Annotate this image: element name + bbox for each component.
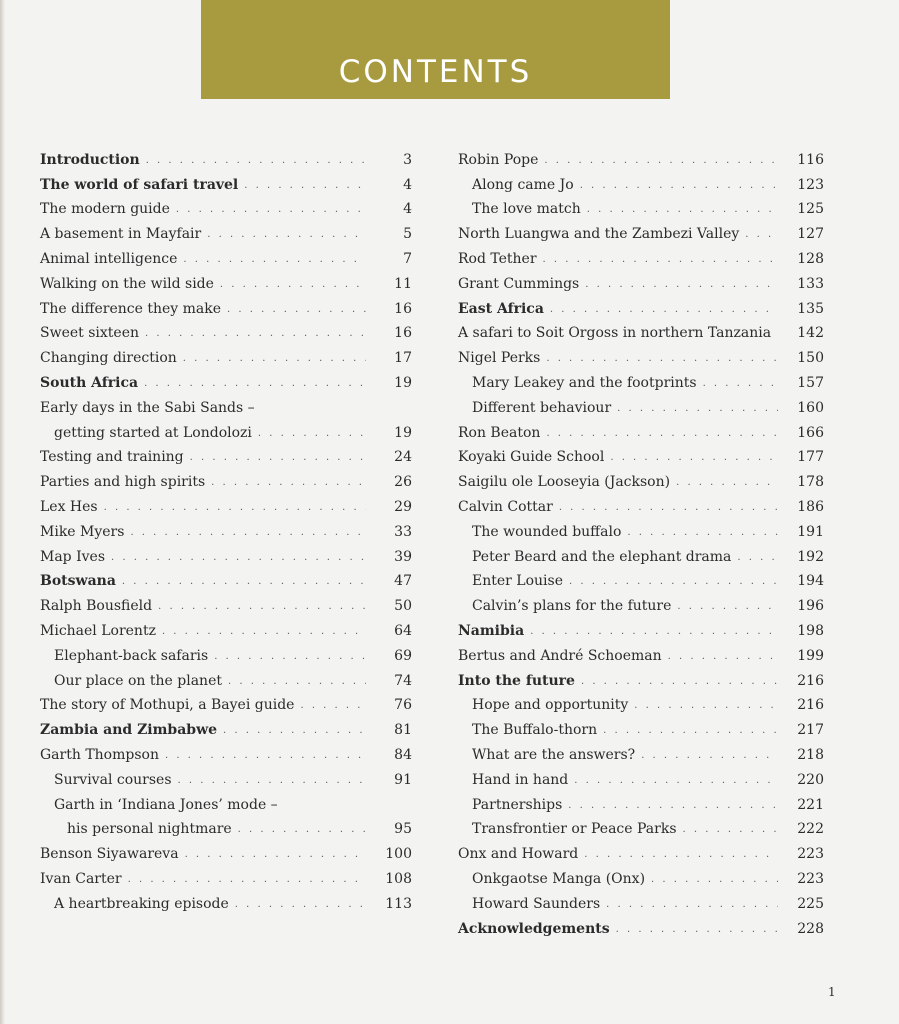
toc-entry-page: 17 (394, 350, 412, 367)
toc-entry (458, 789, 824, 814)
toc-entry (40, 516, 412, 541)
toc-entry-page: 76 (394, 697, 412, 714)
toc-entry (40, 318, 412, 343)
toc-entry-page: 217 (797, 722, 824, 739)
toc-entry-title: Garth in ‘Indiana Jones’ mode – (54, 796, 278, 813)
dot-leader (207, 230, 366, 240)
toc-entry-title: Sweet sixteen (40, 325, 139, 342)
toc-entry-title: The world of safari travel (40, 176, 239, 193)
toc-entry (40, 665, 412, 690)
toc-entry (40, 590, 412, 615)
toc-entry-title: Calvin Cottar (458, 498, 553, 515)
toc-entry (40, 690, 412, 715)
toc-entry-title: Testing and training (40, 449, 184, 466)
dot-leader (580, 181, 778, 191)
toc-entry-page: 108 (385, 870, 412, 887)
dot-leader (651, 875, 778, 885)
toc-entry-title: Namibia (458, 622, 525, 639)
dot-leader (130, 528, 366, 538)
toc-entry-page: 157 (797, 374, 824, 391)
dot-leader (165, 751, 366, 761)
toc-entry (40, 739, 412, 764)
toc-entry (40, 640, 412, 665)
dot-leader (122, 577, 366, 587)
dot-leader (585, 280, 778, 290)
toc-entry (458, 590, 824, 615)
toc-entry-title: Walking on the wild side (40, 275, 214, 292)
toc-entry-title: Bertus and André Schoeman (458, 647, 662, 664)
toc-entry-page: 222 (797, 821, 824, 838)
toc-entry (458, 690, 824, 715)
dot-leader (162, 627, 366, 637)
toc-entry-page: 196 (797, 598, 824, 615)
toc-entry-title-continued: his personal nightmare (67, 821, 232, 838)
toc-entry-page: 223 (797, 870, 824, 887)
dot-leader (228, 677, 366, 687)
toc-entry (458, 913, 824, 938)
toc-entry-page: 220 (797, 771, 824, 788)
toc-entry-page: 7 (403, 250, 412, 267)
toc-entry-title-continued: getting started at Londolozi (54, 424, 252, 441)
toc-entry-page: 24 (394, 449, 412, 466)
toc-entry (40, 194, 412, 219)
dot-leader (546, 429, 778, 439)
toc-entry-title: A basement in Mayfair (40, 226, 202, 243)
toc-entry-page: 133 (797, 275, 824, 292)
header-banner (201, 0, 670, 99)
toc-entry-title: Onx and Howard (458, 846, 579, 863)
toc-entry-title: A safari to Soit Orgoss in northern Tanzania (458, 325, 772, 342)
toc-entry-page: 228 (797, 920, 824, 937)
toc-entry (458, 516, 824, 541)
toc-entry-page: 26 (394, 474, 412, 491)
toc-entry-page: 19 (394, 424, 412, 441)
toc-entry (40, 392, 412, 442)
toc-entry-title: Mary Leakey and the footprints (472, 374, 697, 391)
page-edge (0, 0, 5, 1024)
page-folio: 1 (828, 985, 836, 999)
toc-entry (40, 838, 412, 863)
toc-entry (40, 615, 412, 640)
toc-entry-title: Howard Saunders (472, 895, 601, 912)
toc-entry-title: Peter Beard and the elephant drama (472, 548, 732, 565)
toc-entry-title: Ron Beaton (458, 424, 541, 441)
toc-entry-title: Robin Pope (458, 151, 539, 168)
dot-leader (668, 652, 778, 662)
dot-leader (238, 825, 366, 835)
dot-leader (627, 528, 778, 538)
dot-leader (544, 156, 778, 166)
toc-entry-title: Parties and high spirits (40, 474, 206, 491)
toc-entry-page: 3 (403, 151, 412, 168)
toc-entry-title: Transfrontier or Peace Parks (472, 821, 677, 838)
dot-leader (677, 602, 778, 612)
toc-entry-title: South Africa (40, 374, 139, 391)
toc-entry (40, 293, 412, 318)
dot-leader (211, 478, 366, 488)
toc-entry-page: 198 (797, 622, 824, 639)
dot-leader (145, 329, 366, 339)
page-title: CONTENTS (338, 54, 533, 90)
dot-leader (574, 776, 778, 786)
dot-leader (183, 255, 366, 265)
toc-entry-page: 47 (394, 573, 412, 590)
toc-entry (458, 739, 824, 764)
dot-leader (584, 850, 778, 860)
toc-entry (40, 466, 412, 491)
toc-entry (40, 268, 412, 293)
toc-entry (458, 367, 824, 392)
toc-entry-page: 16 (394, 325, 412, 342)
toc-entry-page: 125 (797, 201, 824, 218)
dot-leader (220, 280, 366, 290)
toc-entry (458, 764, 824, 789)
dot-leader (603, 726, 778, 736)
toc-entry-title: North Luangwa and the Zambezi Valley (458, 226, 740, 243)
dot-leader (617, 404, 778, 414)
toc-entry (458, 814, 824, 839)
toc-entry-title: Along came Jo (472, 176, 574, 193)
toc-entry (458, 218, 824, 243)
toc-entry-title: Changing direction (40, 350, 177, 367)
toc-entry-page: 19 (394, 374, 412, 391)
toc-right-column (458, 144, 824, 938)
toc-entry (40, 888, 412, 913)
toc-entry-page: 64 (394, 622, 412, 639)
dot-leader (146, 156, 366, 166)
toc-entry-page: 5 (403, 226, 412, 243)
toc-entry-page: 225 (797, 895, 824, 912)
toc-entry-title: Introduction (40, 151, 140, 168)
toc-entry-page: 216 (797, 672, 824, 689)
toc-entry (40, 243, 412, 268)
toc-entry-title: Grant Cummings (458, 275, 580, 292)
toc-entry (458, 541, 824, 566)
toc-entry (458, 888, 824, 913)
toc-entry-page: 74 (394, 672, 412, 689)
dot-leader (581, 677, 778, 687)
toc-entry-page: 166 (797, 424, 824, 441)
toc-entry (40, 764, 412, 789)
dot-leader (569, 577, 778, 587)
toc-entry-title: The modern guide (40, 201, 170, 218)
dot-leader (634, 701, 778, 711)
toc-entry (40, 714, 412, 739)
dot-leader (244, 181, 366, 191)
toc-entry-title: Garth Thompson (40, 746, 159, 763)
toc-entry (458, 144, 824, 169)
dot-leader (676, 478, 778, 488)
toc-entry-page: 29 (394, 498, 412, 515)
dot-leader (258, 429, 366, 439)
toc-entry-page: 100 (385, 846, 412, 863)
dot-leader (559, 503, 778, 513)
toc-entry-title: Michael Lorentz (40, 622, 156, 639)
toc-entry-title: Map Ives (40, 548, 106, 565)
dot-leader (227, 305, 366, 315)
toc-entry (458, 442, 824, 467)
toc-entry-page: 11 (394, 275, 412, 292)
dot-leader (128, 875, 366, 885)
toc-entry (458, 863, 824, 888)
toc-entry-title: Different behaviour (472, 399, 612, 416)
toc-entry (40, 342, 412, 367)
toc-entry (458, 194, 824, 219)
toc-entry-title: The wounded buffalo (472, 523, 622, 540)
dot-leader (176, 205, 366, 215)
toc-entry-page: 50 (394, 598, 412, 615)
toc-entry-title: Saigilu ole Looseyia (Jackson) (458, 474, 671, 491)
toc-entry-page: 186 (797, 498, 824, 515)
dot-leader (568, 801, 778, 811)
toc-entry-title: A heartbreaking episode (54, 895, 229, 912)
toc-entry (40, 541, 412, 566)
toc-entry (40, 491, 412, 516)
toc-entry-title: Botswana (40, 573, 116, 590)
toc-entry-page: 160 (797, 399, 824, 416)
toc-entry-page: 33 (394, 523, 412, 540)
toc-entry (40, 218, 412, 243)
toc-entry (458, 318, 824, 343)
dot-leader (178, 776, 366, 786)
toc-entry-page: 4 (403, 176, 412, 193)
toc-entry (40, 367, 412, 392)
toc-entry (458, 417, 824, 442)
dot-leader (777, 329, 778, 339)
toc-entry-title: Hope and opportunity (472, 697, 629, 714)
toc-left-column (40, 144, 412, 913)
toc-entry-page: 113 (385, 895, 412, 912)
dot-leader (683, 825, 779, 835)
dot-leader (214, 652, 366, 662)
toc-entry-page: 69 (394, 647, 412, 664)
toc-entry-title: Animal intelligence (40, 250, 178, 267)
dot-leader (737, 553, 778, 563)
dot-leader (546, 354, 778, 364)
toc-entry (40, 566, 412, 591)
toc-entry-page: 218 (797, 746, 824, 763)
toc-entry-page: 177 (797, 449, 824, 466)
toc-entry-title: Koyaki Guide School (458, 449, 605, 466)
dot-leader (745, 230, 778, 240)
dot-leader (104, 503, 366, 513)
toc-entry-page: 81 (394, 722, 412, 739)
toc-entry-title: East Africa (458, 300, 544, 317)
toc-entry-title: What are the answers? (472, 746, 636, 763)
toc-entry-title: Elephant-back safaris (54, 647, 209, 664)
toc-entry-page: 221 (797, 796, 824, 813)
toc-entry-page: 178 (797, 474, 824, 491)
toc-entry (458, 665, 824, 690)
toc-entry-page: 116 (797, 151, 824, 168)
toc-entry-page: 150 (797, 350, 824, 367)
dot-leader (300, 701, 366, 711)
toc-entry-title: The Buffalo-thorn (472, 722, 598, 739)
toc-entry-title: Mike Myers (40, 523, 125, 540)
toc-entry-page: 39 (394, 548, 412, 565)
dot-leader (185, 850, 366, 860)
toc-entry (458, 640, 824, 665)
toc-entry-title: Benson Siyawareva (40, 846, 179, 863)
toc-entry-page: 84 (394, 746, 412, 763)
toc-entry (458, 342, 824, 367)
toc-entry-title: Onkgaotse Manga (Onx) (472, 870, 646, 887)
toc-entry (40, 144, 412, 169)
toc-entry (458, 714, 824, 739)
toc-entry (458, 491, 824, 516)
toc-entry-page: 128 (797, 250, 824, 267)
dot-leader (606, 900, 778, 910)
toc-entry-page: 223 (797, 846, 824, 863)
toc-entry-title: The love match (472, 201, 581, 218)
toc-entry (458, 243, 824, 268)
dot-leader (616, 925, 778, 935)
toc-entry (40, 169, 412, 194)
toc-entry (458, 838, 824, 863)
toc-entry (40, 789, 412, 839)
toc-entry (458, 466, 824, 491)
toc-entry-title: Rod Tether (458, 250, 537, 267)
toc-entry-page: 127 (797, 226, 824, 243)
toc-entry-title: Calvin’s plans for the future (472, 598, 672, 615)
toc-entry-title: Ivan Carter (40, 870, 122, 887)
toc-entry-title: Hand in hand (472, 771, 569, 788)
toc-entry (40, 863, 412, 888)
toc-entry-title: Survival courses (54, 771, 172, 788)
toc-entry-title: Early days in the Sabi Sands – (40, 399, 255, 416)
toc-entry (40, 442, 412, 467)
toc-entry-title: Lex Hes (40, 498, 98, 515)
toc-entry-page: 123 (797, 176, 824, 193)
toc-entry-page: 95 (394, 821, 412, 838)
dot-leader (144, 379, 366, 389)
toc-entry-page: 216 (797, 697, 824, 714)
toc-entry-title: The story of Mothupi, a Bayei guide (40, 697, 295, 714)
toc-entry-page: 91 (394, 771, 412, 788)
dot-leader (183, 354, 366, 364)
toc-entry-page: 4 (403, 201, 412, 218)
dot-leader (235, 900, 366, 910)
toc-entry-title: Zambia and Zimbabwe (40, 722, 218, 739)
toc-entry-title: Into the future (458, 672, 575, 689)
toc-entry (458, 392, 824, 417)
toc-entry (458, 293, 824, 318)
dot-leader (530, 627, 778, 637)
dot-leader (641, 751, 778, 761)
toc-entry (458, 615, 824, 640)
dot-leader (543, 255, 778, 265)
toc-entry-page: 191 (797, 523, 824, 540)
toc-entry-title: Enter Louise (472, 573, 563, 590)
toc-entry (458, 268, 824, 293)
dot-leader (703, 379, 778, 389)
toc-entry-title: The difference they make (40, 300, 222, 317)
toc-entry-page: 142 (797, 325, 824, 342)
toc-entry-title: Nigel Perks (458, 350, 541, 367)
toc-entry-page: 16 (394, 300, 412, 317)
dot-leader (111, 553, 366, 563)
toc-entry-title: Our place on the planet (54, 672, 222, 689)
toc-entry-page: 199 (797, 647, 824, 664)
dot-leader (158, 602, 366, 612)
dot-leader (587, 205, 778, 215)
toc-entry (458, 566, 824, 591)
toc-entry-title: Acknowledgements (458, 920, 610, 937)
toc-entry-page: 194 (797, 573, 824, 590)
toc-entry-page: 192 (797, 548, 824, 565)
toc-entry-page: 135 (797, 300, 824, 317)
dot-leader (550, 305, 778, 315)
dot-leader (610, 453, 778, 463)
dot-leader (223, 726, 366, 736)
toc-entry-title: Ralph Bousfield (40, 598, 153, 615)
toc-entry (458, 169, 824, 194)
dot-leader (190, 453, 366, 463)
toc-entry-title: Partnerships (472, 796, 563, 813)
